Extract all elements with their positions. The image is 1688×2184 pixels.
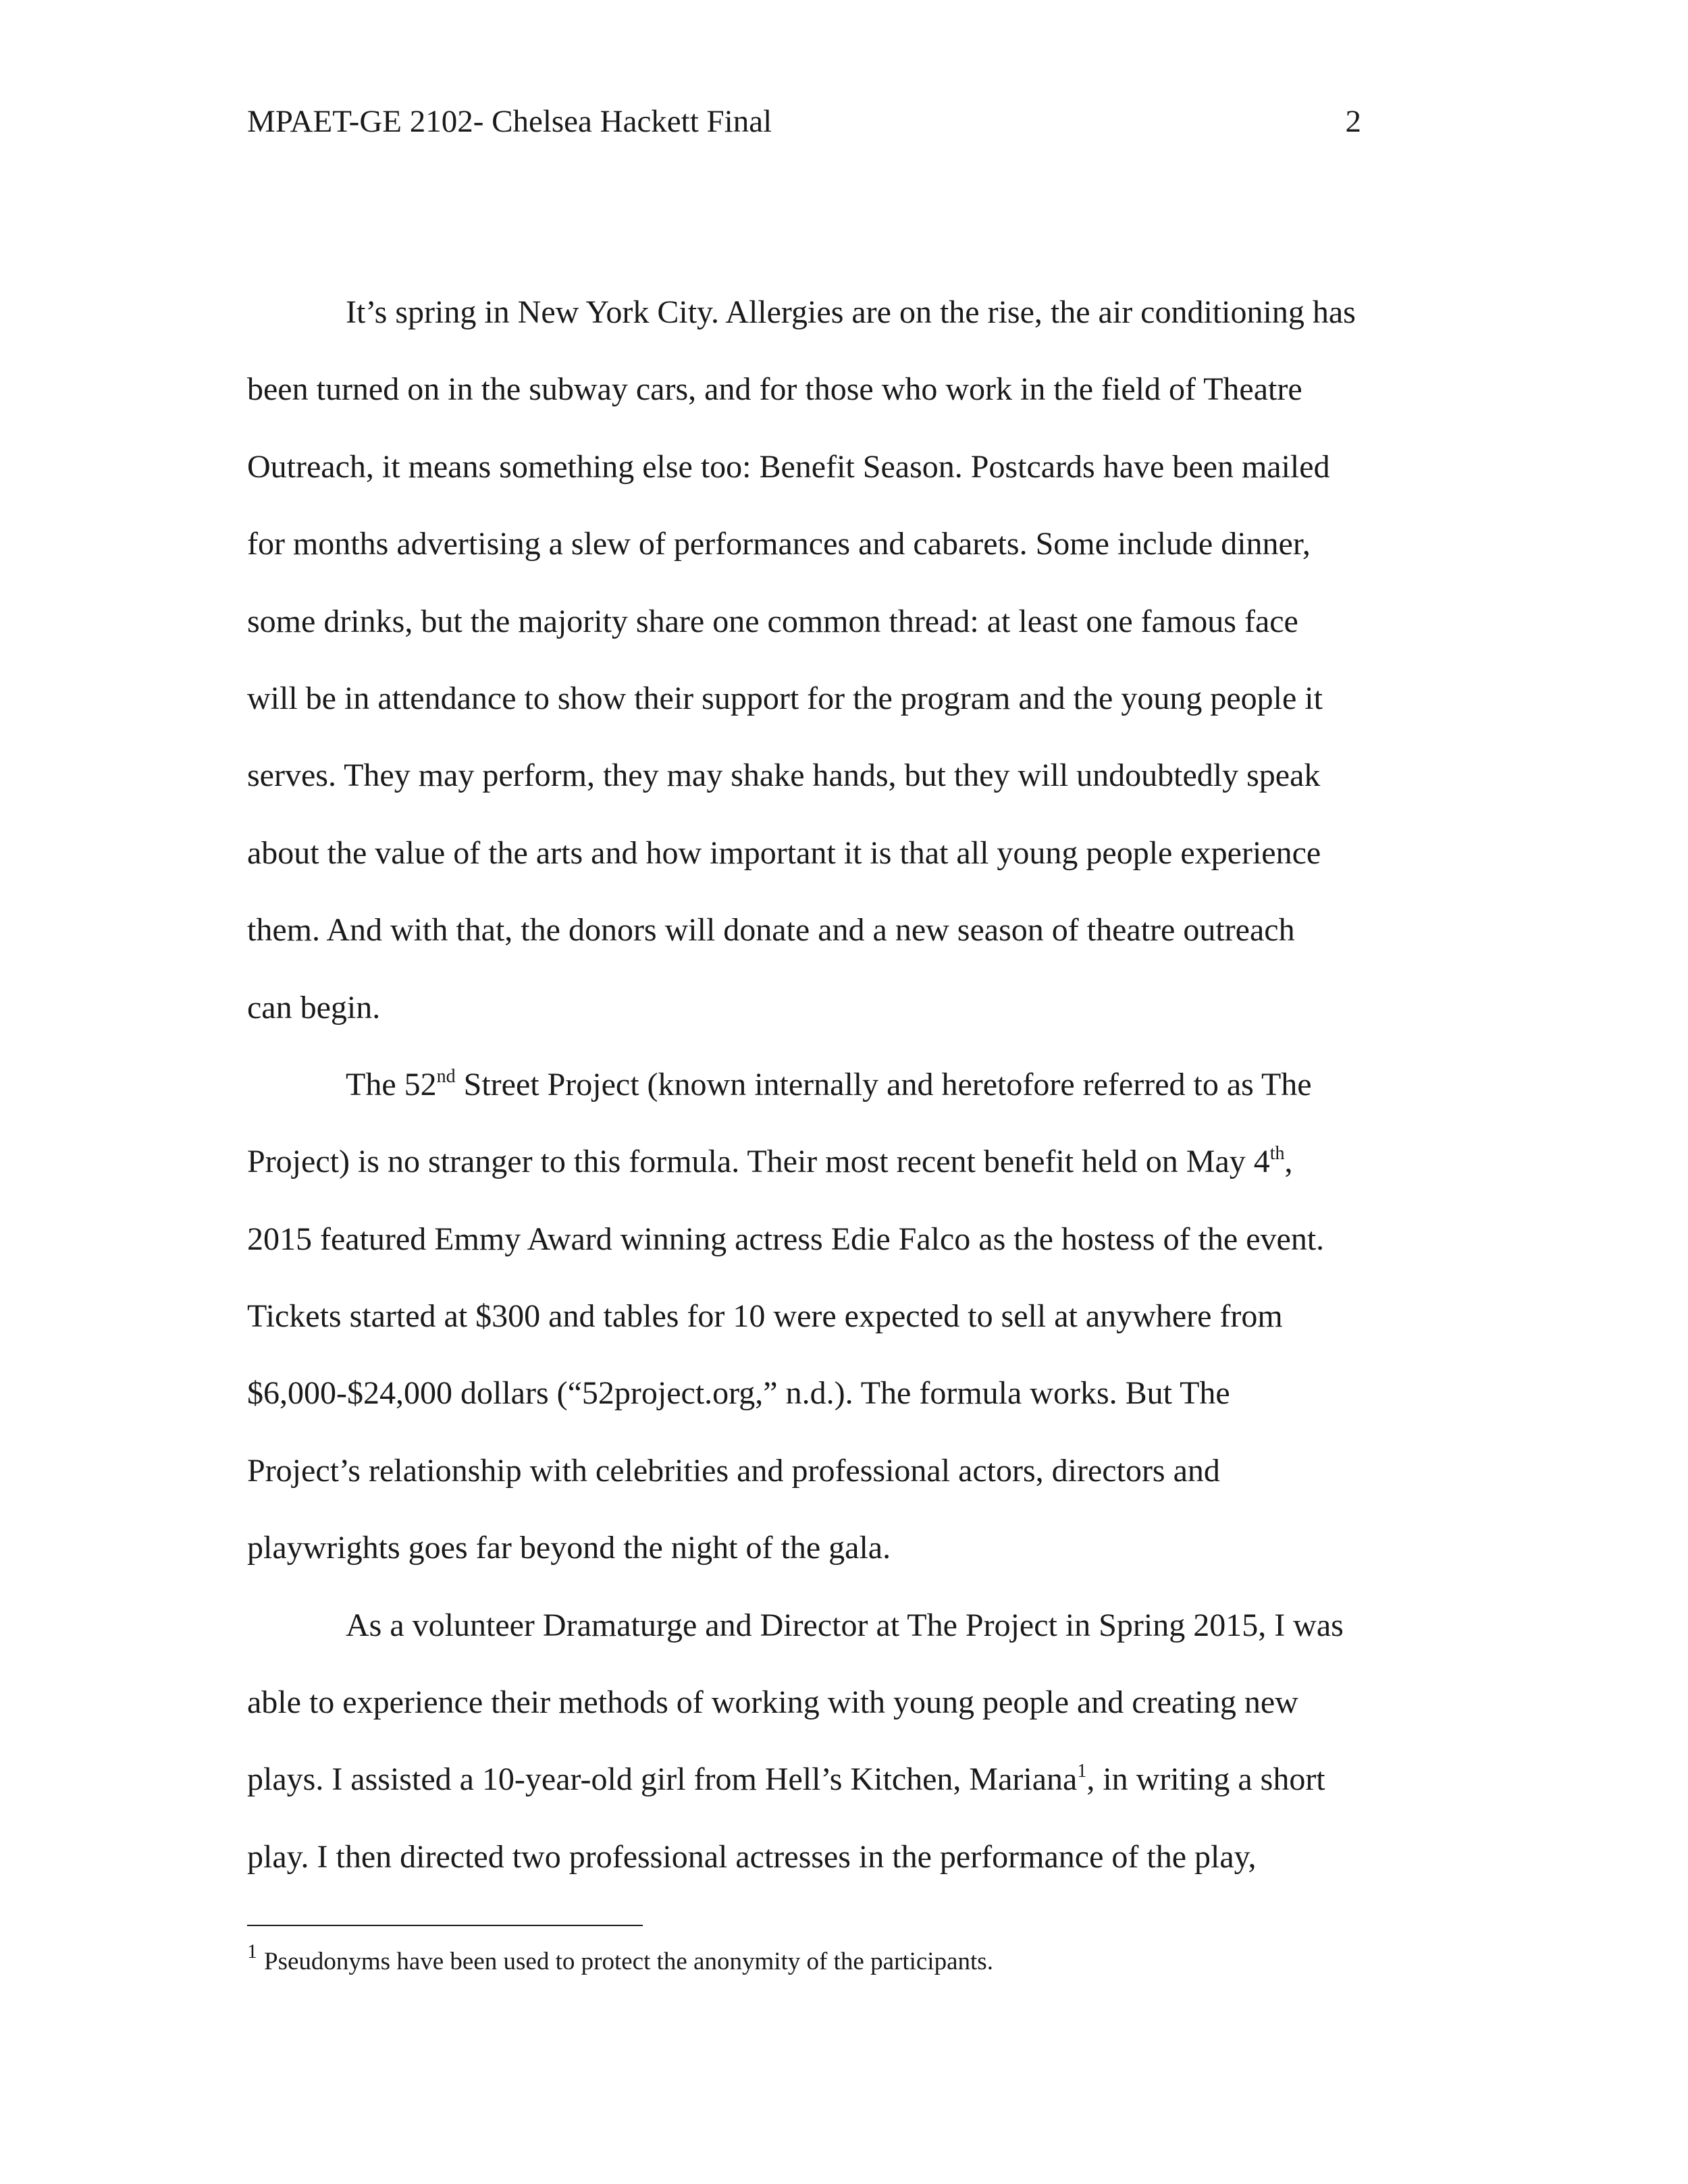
page-number: 2 <box>1345 104 1361 139</box>
footnote-reference: 1 <box>1077 1761 1087 1782</box>
paragraph-1-line: about the value of the arts and how important it is that all young people experience <box>247 834 1321 871</box>
paragraph-1-line: some drinks, but the majority share one common thread: at least one famous face <box>247 603 1298 639</box>
paragraph-1-line: will be in attendance to show their support for the program and the young people it <box>247 680 1323 716</box>
paragraph-2-line <box>247 1046 1442 1123</box>
paragraph-1-line: Outreach, it means something else too: Benefit Season. Postcards have been mailed <box>247 448 1330 485</box>
footnote-text: Pseudonyms have been used to protect the anonymity of the participants. <box>264 1948 993 1975</box>
footnote-separator <box>247 1925 643 1926</box>
paragraph-3-line: As a volunteer Dramaturge and Director at The Project in Spring 2015, I was <box>346 1607 1344 1643</box>
paragraph-2-line: 2015 featured Emmy Award winning actress Edie Falco as the hostess of the event. <box>247 1221 1325 1257</box>
paragraph-1-line: can begin. <box>247 989 381 1026</box>
text-run: The 52 <box>346 1066 437 1102</box>
text-run: , in writing a short <box>1086 1761 1325 1798</box>
text-run: plays. I assisted a 10-year-old girl from Hell’s Kitchen, Mariana <box>247 1761 1078 1798</box>
paragraph-3-line <box>247 1741 1442 1818</box>
footnote <box>247 1940 1395 1978</box>
footnote-marker: 1 <box>247 1940 257 1963</box>
paragraph-2-line: Tickets started at $300 and tables for 10 were expected to sell at anywhere from <box>247 1298 1283 1335</box>
paragraph-1-line: It’s spring in New York City. Allergies are on the rise, the air conditioning has <box>346 294 1356 330</box>
paragraph-2-line: $6,000-$24,000 dollars (“52project.org,” n.d.). The formula works. But The <box>247 1375 1230 1412</box>
text-run: , <box>1284 1144 1293 1180</box>
body-text <box>247 274 1442 1896</box>
paragraph-1-line: serves. They may perform, they may shake hands, but they will undoubtedly speak <box>247 757 1321 794</box>
paragraph-2-line <box>247 1123 1442 1200</box>
paragraph-1-line: for months advertising a slew of performances and cabarets. Some include dinner, <box>247 526 1311 562</box>
header-title: MPAET-GE 2102- Chelsea Hackett Final <box>247 104 772 139</box>
ordinal-suffix: nd <box>436 1065 456 1087</box>
paragraph-1-line: them. And with that, the donors will donate and a new season of theatre outreach <box>247 912 1295 949</box>
paragraph-3-line: able to experience their methods of working with young people and creating new <box>247 1684 1298 1721</box>
paragraph-3-line: play. I then directed two professional actresses in the performance of the play, <box>247 1838 1257 1875</box>
ordinal-suffix: th <box>1269 1143 1285 1165</box>
text-run: Street Project (known internally and heretofore referred to as The <box>455 1066 1312 1102</box>
paragraph-1-line: been turned on in the subway cars, and for those who work in the field of Theatre <box>247 371 1302 408</box>
paragraph-2-line: playwrights goes far beyond the night of the gala. <box>247 1530 891 1566</box>
paragraph-2-line: Project’s relationship with celebrities and professional actors, directors and <box>247 1452 1220 1489</box>
text-run: Project) is no stranger to this formula. Their most recent benefit held on May 4 <box>247 1144 1270 1180</box>
